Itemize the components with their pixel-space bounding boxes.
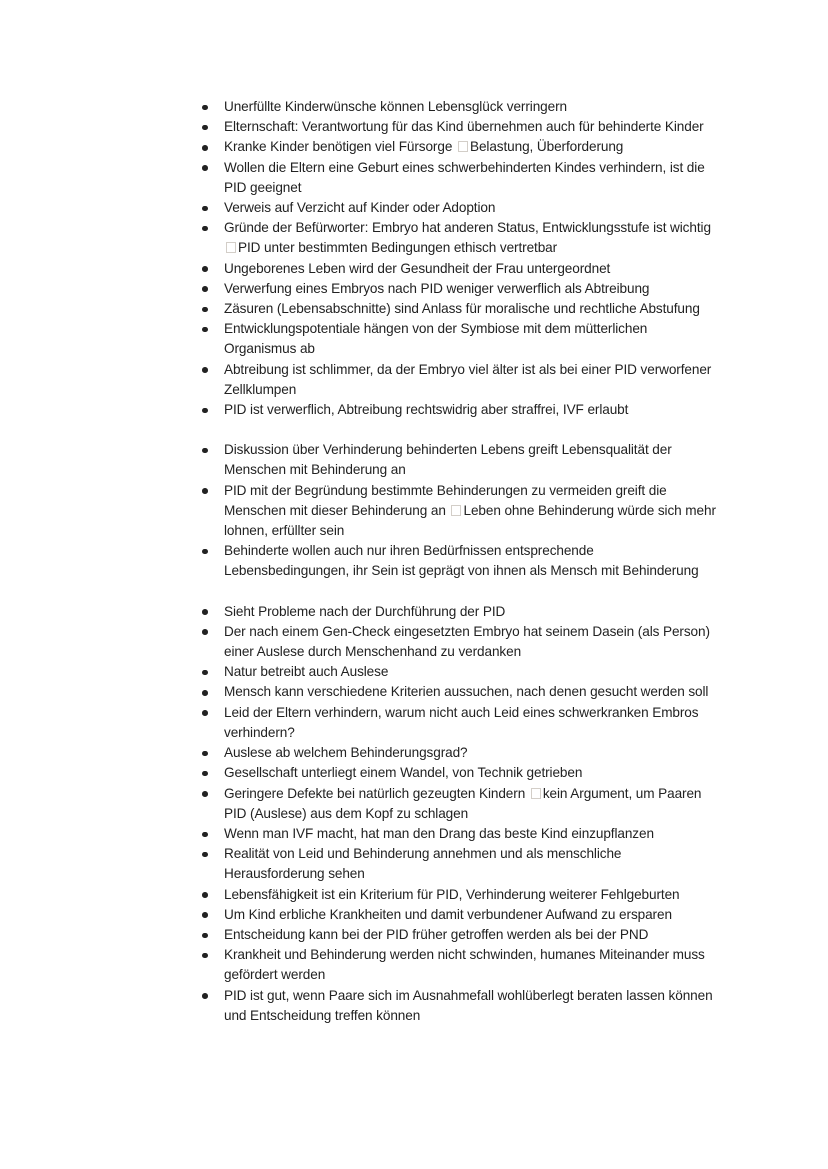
list-item: Realität von Leid und Behinderung annehmen und als menschliche Herausforderung sehen	[200, 844, 717, 884]
list-item: Geringere Defekte bei natürlich gezeugten Kindern kein Argument, um Paaren PID (Auslese) aus dem Kopf zu schlagen	[200, 784, 717, 824]
list-item: PID ist verwerflich, Abtreibung rechtswidrig aber straffrei, IVF erlaubt	[200, 400, 717, 420]
list-item: Entwicklungspotentiale hängen von der Symbiose mit dem mütterlichen Organismus ab	[200, 319, 717, 359]
list-item: Sieht Probleme nach der Durchführung der PID	[200, 602, 717, 622]
list-item: Krankheit und Behinderung werden nicht schwinden, humanes Miteinander muss gefördert werden	[200, 945, 717, 985]
list-item: Entscheidung kann bei der PID früher getroffen werden als bei der PND	[200, 925, 717, 945]
missing-glyph-box-icon	[458, 141, 468, 152]
list-item: Zäsuren (Lebensabschnitte) sind Anlass für moralische und rechtliche Abstufung	[200, 299, 717, 319]
list-item: Wenn man IVF macht, hat man den Drang das beste Kind einzupflanzen	[200, 824, 717, 844]
list-item: Gründe der Befürworter: Embryo hat anderen Status, Entwicklungsstufe ist wichtig PID unter bestimmten Bedingungen ethisch vertretbar	[200, 218, 717, 258]
list-item: Abtreibung ist schlimmer, da der Embryo viel älter ist als bei einer PID verworfener Zellklumpen	[200, 360, 717, 400]
list-item: Leid der Eltern verhindern, warum nicht auch Leid eines schwerkranken Embros verhindern?	[200, 703, 717, 743]
list-item: Lebensfähigkeit ist ein Kriterium für PID, Verhinderung weiterer Fehlgeburten	[200, 885, 717, 905]
missing-glyph-box-icon	[226, 242, 236, 253]
list-item: Natur betreibt auch Auslese	[200, 662, 717, 682]
list-item: Wollen die Eltern eine Geburt eines schwerbehinderten Kindes verhindern, ist die PID geeignet	[200, 158, 717, 198]
bullet-list	[200, 97, 717, 420]
list-item: Unerfüllte Kinderwünsche können Lebensglück verringern	[200, 97, 717, 117]
list-item: Verweis auf Verzicht auf Kinder oder Adoption	[200, 198, 717, 218]
bullet-list	[200, 440, 717, 581]
list-item: Behinderte wollen auch nur ihren Bedürfnissen entsprechende Lebensbedingungen, ihr Sein ist geprägt von ihnen als Mensch mit Behinderung	[200, 541, 717, 581]
list-item: Elternschaft: Verantwortung für das Kind übernehmen auch für behinderte Kinder	[200, 117, 717, 137]
list-item: Auslese ab welchem Behinderungsgrad?	[200, 743, 717, 763]
missing-glyph-box-icon	[531, 788, 541, 799]
bullet-list	[200, 602, 717, 1026]
bullet-groups	[200, 97, 717, 1026]
list-item: Diskussion über Verhinderung behinderten Lebens greift Lebensqualität der Menschen mit Behinderung an	[200, 440, 717, 480]
list-item: Mensch kann verschiedene Kriterien aussuchen, nach denen gesucht werden soll	[200, 682, 717, 702]
list-item: PID ist gut, wenn Paare sich im Ausnahmefall wohlüberlegt beraten lassen können und Entscheidung treffen können	[200, 986, 717, 1026]
list-item: Um Kind erbliche Krankheiten und damit verbundener Aufwand zu ersparen	[200, 905, 717, 925]
list-item: PID mit der Begründung bestimmte Behinderungen zu vermeiden greift die Menschen mit dieser Behinderung an Leben ohne Behinderung würde sich mehr lohnen, erfüllter sein	[200, 481, 717, 542]
list-item: Der nach einem Gen-Check eingesetzten Embryo hat seinem Dasein (als Person) einer Auslese durch Menschenhand zu verdanken	[200, 622, 717, 662]
list-item: Gesellschaft unterliegt einem Wandel, von Technik getrieben	[200, 763, 717, 783]
list-item: Kranke Kinder benötigen viel Fürsorge Belastung, Überforderung	[200, 137, 717, 157]
list-item: Verwerfung eines Embryos nach PID weniger verwerflich als Abtreibung	[200, 279, 717, 299]
list-item: Ungeborenes Leben wird der Gesundheit der Frau untergeordnet	[200, 259, 717, 279]
missing-glyph-box-icon	[451, 505, 461, 516]
